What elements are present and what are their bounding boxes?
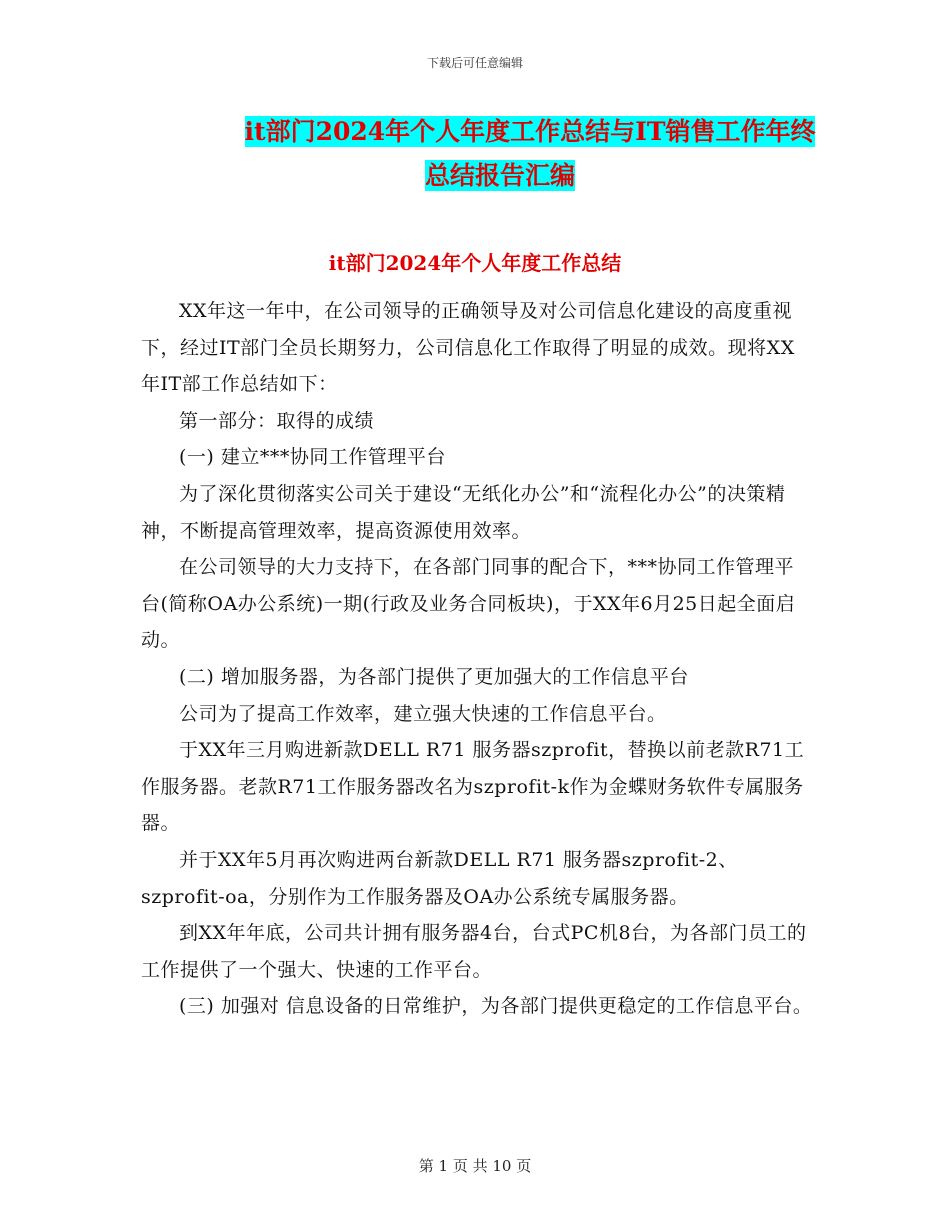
paragraph-subheading-3: (三) 加强对 信息设备的日常维护，为各部门提供更稳定的工作信息平台。	[179, 995, 813, 1018]
header-note: 下载后可任意编辑	[426, 56, 523, 70]
paragraph-part-heading: 第一部分：取得的成绩	[179, 409, 375, 432]
section-title: it部门2024年个人年度工作总结	[328, 251, 622, 275]
paragraph: 为了深化贯彻落实公司关于建设“无纸化办公”和“流程化办公”的决策精神，不断提高管理效率，提高资源使用效率。	[141, 482, 786, 542]
document-body	[141, 293, 813, 1025]
document-title	[140, 110, 860, 198]
paragraph: 并于XX年5月再次购进两台新款DELL R71 服务器szprofit-2、szprofit-oa，分别作为工作服务器及OA办公系统专属服务器。	[141, 848, 738, 908]
paragraph-intro: XX年这一年中，在公司领导的正确领导及对公司信息化建设的高度重视下，经过IT部门全员长期努力，公司信息化工作取得了明显的成效。现将XX年IT部工作总结如下：	[141, 300, 795, 396]
paragraph: 在公司领导的大力支持下，在各部门同事的配合下，***协同工作管理平台(简称OA办公系统)一期(行政及业务合同板块)，于XX年6月25日起全面启动。	[141, 556, 796, 652]
document-title-line-2	[140, 154, 860, 198]
title-highlight-2: 总结报告汇编	[424, 161, 575, 190]
paragraph-subheading-1: (一) 建立***协同工作管理平台	[179, 446, 446, 469]
paragraph: 于XX年三月购进新款DELL R71 服务器szprofit，替换以前老款R71工作服务器。老款R71工作服务器改名为szprofit-k作为金蝶财务软件专属服务器。	[141, 739, 805, 835]
title-highlight-1: it部门2024年个人年度工作总结与IT销售工作年终	[244, 117, 816, 146]
paragraph-subheading-2: (二) 增加服务器，为各部门提供了更加强大的工作信息平台	[179, 665, 689, 688]
paragraph: 到XX年年底，公司共计拥有服务器4台，台式PC机8台，为各部门员工的工作提供了一个强大、快速的工作平台。	[141, 922, 807, 981]
page-footer: 第 1 页 共 10 页	[418, 1157, 532, 1175]
document-title-line-1	[170, 110, 890, 154]
paragraph: 公司为了提高工作效率，建立强大快速的工作信息平台。	[179, 702, 667, 725]
